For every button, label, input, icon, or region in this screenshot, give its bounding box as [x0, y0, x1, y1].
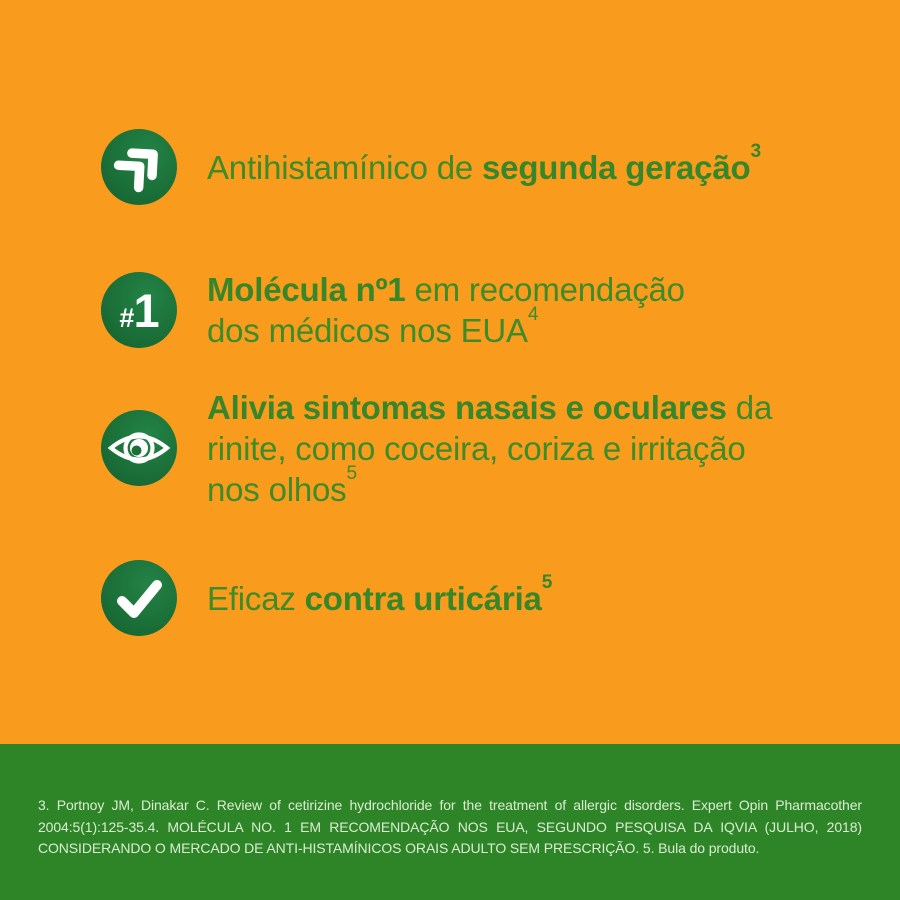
benefit-line [207, 140, 761, 188]
benefit-line [207, 387, 772, 428]
text-run: nos olhos [207, 470, 347, 508]
reference-line: 2004:5(1):125-35.4. MOLÉCULA NO. 1 EM RECOMENDAÇÃO NOS EUA, SEGUNDO PESQUISA DA IQVIA (JULHO, 2018) [38, 818, 862, 835]
benefit-text [207, 571, 553, 619]
text-run: rinite, como coceira, coriza e irritação [207, 429, 746, 467]
reference-superscript: 5 [541, 571, 553, 593]
benefit-row-nasal-ocular-relief [101, 388, 773, 508]
text-run-bold: Alivia sintomas nasais e oculares [207, 388, 727, 426]
benefit-row-molecule-number-one [101, 272, 685, 348]
references-text-block [38, 795, 862, 860]
benefit-line [207, 571, 553, 619]
text-run: Antihistamínico de [207, 148, 483, 186]
benefit-line [207, 304, 685, 351]
hash-glyph: # [119, 302, 134, 333]
text-run-bold: segunda geração [482, 148, 751, 186]
reference-superscript: 5 [346, 462, 357, 484]
benefit-text [207, 140, 761, 188]
reference-line: CONSIDERANDO O MERCADO DE ANTI-HISTAMÍNICOS ORAIS ADULTO SEM PRESCRIÇÃO. 5. Bula do produto. [38, 840, 760, 856]
benefit-row-second-generation [101, 129, 761, 205]
reference-line: 3. Portnoy JM, Dinakar C. Review of cetirizine hydrochloride for the treatment of allergic disorders. Expert Opin Pharmacother [38, 797, 862, 813]
eye-icon [101, 410, 177, 486]
text-run: em recomendação [405, 271, 685, 308]
benefit-row-urticaria [101, 560, 552, 636]
benefit-text [207, 269, 685, 351]
checkmark-icon [101, 560, 177, 636]
benefit-text [207, 387, 772, 510]
text-run: da [726, 388, 773, 426]
one-glyph: 1 [133, 283, 159, 337]
reference-superscript: 4 [527, 304, 539, 326]
benefit-line [207, 269, 685, 310]
double-chevron-icon [101, 129, 177, 205]
benefit-line [207, 462, 772, 510]
text-run: dos médicos nos EUA [207, 312, 528, 349]
number-one-icon [101, 272, 177, 348]
benefit-line [207, 428, 772, 469]
text-run-bold: contra urticária [304, 579, 542, 617]
text-run: Eficaz [207, 579, 305, 617]
reference-superscript: 3 [750, 140, 761, 162]
text-run-bold: Molécula nº1 [207, 271, 406, 308]
number-one-icon-text [119, 283, 159, 337]
references-footer [0, 744, 900, 900]
